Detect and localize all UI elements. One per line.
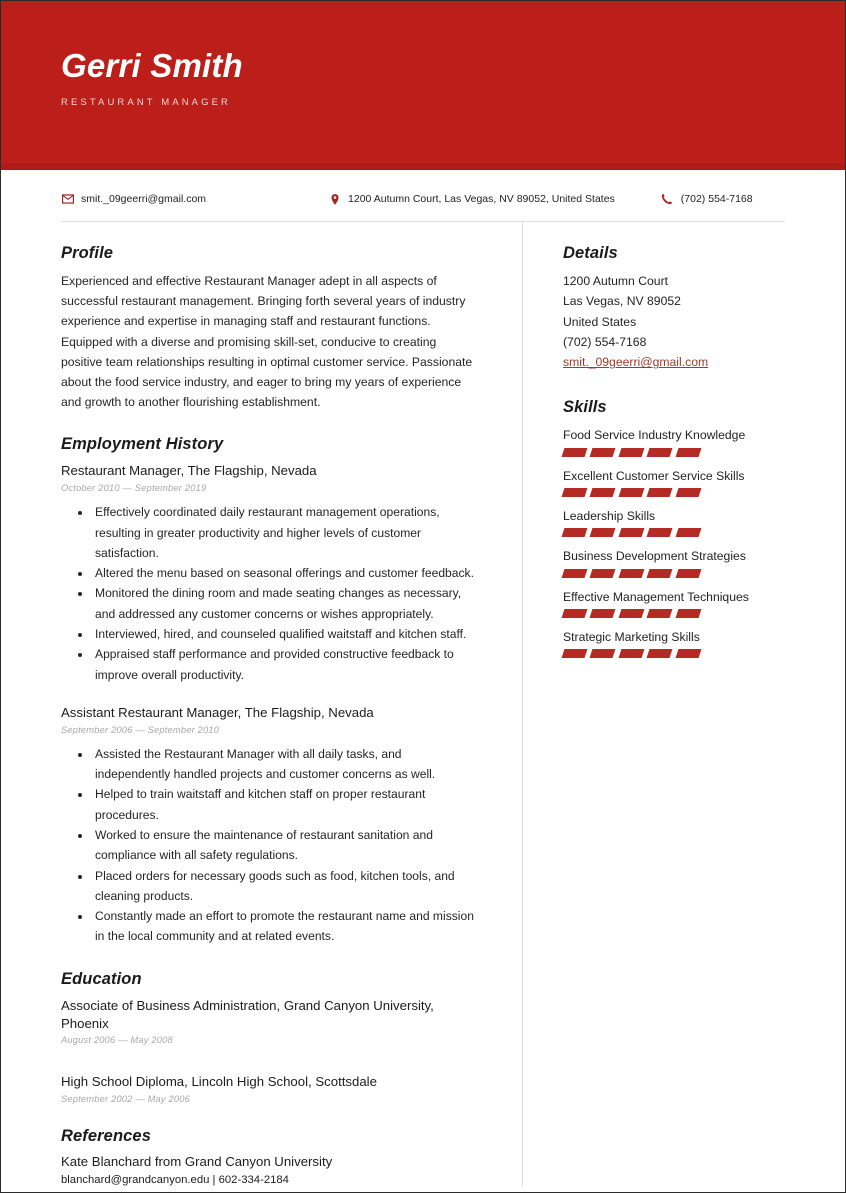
skill-segment [647, 609, 673, 618]
skill-segment [618, 528, 644, 537]
skill-segment [562, 649, 588, 658]
skill-label: Effective Management Techniques [563, 589, 749, 604]
skill-segment [647, 649, 673, 658]
section-education [61, 970, 477, 1104]
list-item: • Monitored the dining room and made seating changes as necessary, and addressed any customer concerns or wishes appropriately. [92, 583, 477, 624]
skill-segment [562, 569, 588, 578]
list-item: • Worked to ensure the maintenance of restaurant sanitation and compliance with all safety regulations. [92, 825, 477, 866]
list-item: • Helped to train waitstaff and kitchen staff on proper restaurant procedures. [92, 784, 477, 825]
skill-segment [562, 609, 588, 618]
section-skills [563, 398, 805, 658]
contact-email-text: smit._09geerri@gmail.com [81, 193, 207, 205]
employment-job-title: Assistant Restaurant Manager, The Flagship, Nevada [61, 704, 374, 720]
skill-segment [675, 528, 701, 537]
references-heading: References [61, 1127, 151, 1146]
skill-item [563, 546, 805, 577]
skill-segment [590, 448, 616, 457]
skill-label: Business Development Strategies [563, 549, 746, 564]
skill-segment [675, 569, 701, 578]
list-item: • Altered the menu based on seasonal offerings and customer feedback. [92, 563, 477, 583]
skill-item [563, 466, 805, 497]
skill-item [563, 627, 805, 658]
phone-icon [661, 193, 674, 206]
envelope-icon [61, 193, 74, 206]
profile-text: Experienced and effective Restaurant Manager adept in all aspects of successful restaurant management. Bringing forth several years of industry experience and expertise in managing staff and restaurant functions. Equipped with a diverse and promising skill-set, conducive to creating positive team relationships resulting in optimal customer service. Passionate about the food service industry, and eager to bring my years of experience and growth to another flourishing establishment. [61, 274, 473, 410]
skills-heading: Skills [563, 398, 607, 417]
list-item: • Placed orders for necessary goods such as food, kitchen tools, and cleaning products. [92, 866, 477, 907]
skill-segment [675, 448, 701, 457]
detail-email-link[interactable]: smit._09geerri@gmail.com [563, 355, 709, 370]
education-entry-dates: September 2002 — May 2006 [61, 1094, 191, 1105]
skill-segment [590, 569, 616, 578]
sidebar-column [522, 222, 845, 1186]
skill-item [563, 506, 805, 537]
education-entry-dates: August 2006 — May 2008 [61, 1035, 173, 1046]
skill-segment [647, 448, 673, 457]
contact-phone-text: (702) 554-7168 [680, 193, 753, 205]
employment-entry [61, 462, 477, 684]
skill-segment [590, 609, 616, 618]
skill-rating-bar [563, 448, 700, 457]
skill-segment [618, 448, 644, 457]
skill-segment [590, 649, 616, 658]
reference-name: Kate Blanchard from Grand Canyon University [61, 1154, 333, 1170]
skill-segment [562, 448, 588, 457]
section-profile [61, 244, 477, 412]
employment-job-title: Restaurant Manager, The Flagship, Nevada [61, 463, 317, 479]
profile-heading: Profile [61, 244, 114, 262]
employment-job-dates: October 2010 — September 2019 [61, 483, 207, 494]
education-entry [61, 997, 477, 1046]
skill-segment [675, 609, 701, 618]
contact-bar [1, 170, 845, 208]
detail-phone: (702) 554-7168 [563, 334, 647, 349]
skill-rating-bar [563, 609, 700, 618]
skill-label: Excellent Customer Service Skills [563, 468, 745, 483]
skill-segment [562, 528, 588, 537]
list-item: • Assisted the Restaurant Manager with all daily tasks, and independently handled projects and customer concerns as well. [92, 744, 477, 785]
section-references [61, 1127, 477, 1186]
list-item: • Constantly made an effort to promote the restaurant name and mission in the local community and at related events. [92, 906, 477, 947]
contact-email[interactable] [61, 193, 206, 206]
education-entry-title: Associate of Business Administration, Grand Canyon University, Phoenix [61, 997, 434, 1031]
detail-street: 1200 Autumn Court [563, 274, 669, 288]
skill-rating-bar [563, 528, 700, 537]
list-item: • Effectively coordinated daily restaurant management operations, resulting in greater productivity and higher levels of customer satisfaction. [92, 502, 477, 563]
detail-country: United States [563, 314, 637, 329]
contact-phone[interactable] [661, 193, 753, 206]
section-employment [61, 435, 477, 946]
skill-item [563, 587, 805, 618]
details-heading: Details [563, 244, 618, 262]
skill-segment [618, 649, 644, 658]
detail-city: Las Vegas, NV 89052 [563, 294, 681, 309]
skill-segment [675, 488, 701, 497]
contact-address-text: 1200 Autumn Court, Las Vegas, NV 89052, United States [348, 193, 615, 205]
skill-rating-bar [563, 569, 700, 578]
skill-rating-bar [563, 488, 700, 497]
employment-heading: Employment History [61, 435, 224, 454]
education-entry [61, 1073, 477, 1104]
page-title: Gerri Smith [61, 47, 243, 84]
skill-label: Leadership Skills [563, 509, 656, 524]
employment-bullets [61, 502, 477, 685]
job-title-subtitle: RESTAURANT MANAGER [61, 96, 231, 108]
resume-body [1, 222, 845, 1186]
skill-label: Food Service Industry Knowledge [563, 428, 746, 443]
skill-segment [618, 488, 644, 497]
skill-rating-bar [563, 649, 700, 658]
skill-segment [618, 569, 644, 578]
skill-segment [675, 649, 701, 658]
main-column [1, 222, 522, 1186]
list-item: • Appraised staff performance and provided constructive feedback to improve overall productivity. [92, 644, 477, 685]
education-heading: Education [61, 969, 142, 988]
employment-entry [61, 704, 477, 947]
skill-segment [590, 528, 616, 537]
skill-item [563, 425, 805, 456]
employment-job-dates: September 2006 — September 2010 [61, 724, 220, 735]
skill-segment [590, 488, 616, 497]
contact-address [328, 193, 615, 206]
skill-segment [647, 488, 673, 497]
skill-segment [647, 569, 673, 578]
skill-segment [647, 528, 673, 537]
list-item: • Interviewed, hired, and counseled qualified waitstaff and kitchen staff. [92, 624, 477, 644]
reference-contact: blanchard@grandcanyon.edu | 602-334-2184 [61, 1174, 289, 1187]
employment-bullets [61, 744, 477, 947]
section-details [563, 244, 805, 372]
resume-header [1, 1, 845, 170]
skill-label: Strategic Marketing Skills [563, 629, 700, 644]
map-pin-icon [328, 193, 341, 206]
skill-segment [562, 488, 588, 497]
skill-segment [618, 609, 644, 618]
education-entry-title: High School Diploma, Lincoln High School, Scottsdale [61, 1074, 377, 1090]
